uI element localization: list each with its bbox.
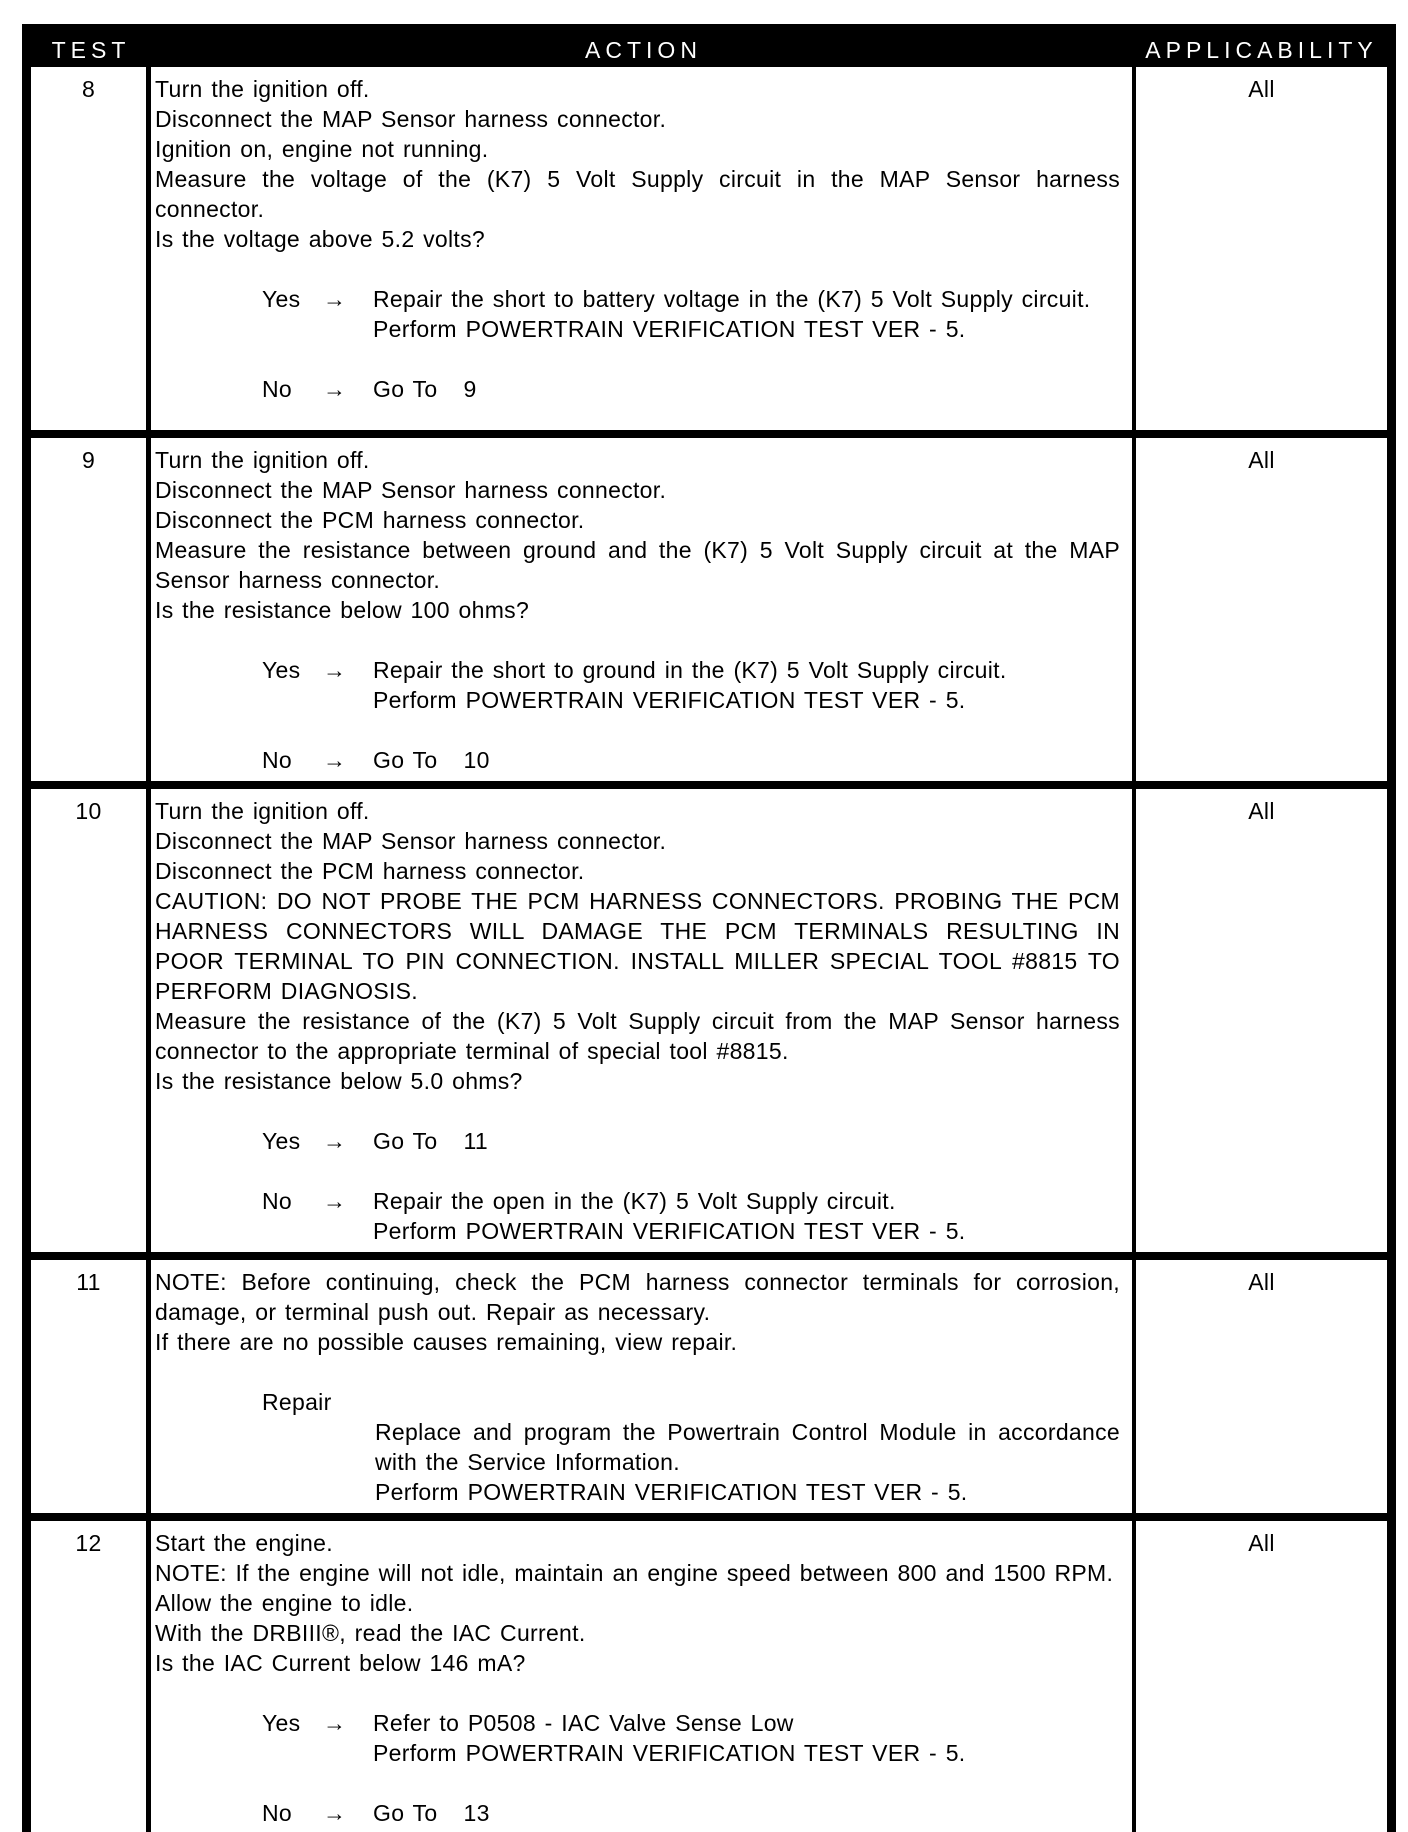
branch-content [373,1126,1120,1156]
step-text: Turn the ignition off. [155,447,370,473]
table-row [31,67,1387,430]
applicability-value: All [1248,76,1275,102]
branch-line: Perform POWERTRAIN VERIFICATION TEST VER - 5. [373,1740,966,1766]
step-text: Turn the ignition off. [155,798,370,824]
branch-arrow-icon: → [323,747,347,773]
action-cell [151,789,1136,1252]
header-test: TEST [51,37,131,63]
test-number: 11 [76,1269,101,1295]
branch-content [373,284,1120,344]
branch-label: Yes [262,1128,301,1154]
branch-line: Perform POWERTRAIN VERIFICATION TEST VER - 5. [373,316,966,342]
table-row [31,430,1387,781]
branch-content [373,1186,1120,1246]
branch [155,655,1120,715]
branch-line: Repair the short to ground in the (K7) 5 Volt Supply circuit. [373,657,1007,683]
branch [155,284,1120,344]
step-text: Is the IAC Current below 146 mA? [155,1650,526,1676]
branch-line: Go To 13 [373,1800,490,1826]
step-text: Is the voltage above 5.2 volts? [155,226,486,252]
branch-arrow-icon: → [323,1188,347,1214]
branch-arrow-icon: → [323,286,347,312]
branch-line: Repair the short to battery voltage in the (K7) 5 Volt Supply circuit. [373,286,1091,312]
branch [155,1126,1120,1156]
step-text: NOTE: If the engine will not idle, maintain an engine speed between 800 and 1500 RPM. [155,1560,1114,1586]
test-cell [31,1260,151,1513]
step-text: Is the resistance below 5.0 ohms? [155,1068,523,1094]
applicability-cell [1136,1521,1387,1832]
applicability-cell [1136,1260,1387,1513]
test-cell [31,1521,151,1832]
branch-line: Perform POWERTRAIN VERIFICATION TEST VER - 5. [373,1218,966,1244]
branch [155,374,1120,404]
branch-content [375,1417,1129,1507]
table-header-row [31,33,1387,67]
step-text: Turn the ignition off. [155,76,370,102]
branch [155,1798,1120,1828]
branch-line: Replace and program the Powertrain Control Module in accordance with the Service Information. [375,1419,1129,1475]
applicability-cell [1136,789,1387,1252]
step-text: Measure the resistance between ground and the (K7) 5 Volt Supply circuit at the MAP Sensor harness connector. [155,537,1120,593]
test-number: 10 [75,798,102,824]
step-text: With the DRBIII®, read the IAC Current. [155,1620,586,1646]
applicability-value: All [1248,1530,1275,1556]
branch-content [373,1708,1120,1768]
branch-arrow-icon: → [323,1800,347,1826]
branch-label: Yes [262,286,301,312]
branch-label: Yes [262,657,301,683]
branch-line: Perform POWERTRAIN VERIFICATION TEST VER - 5. [373,687,966,713]
step-text: Allow the engine to idle. [155,1590,414,1616]
branch-label: Yes [262,1710,301,1736]
applicability-cell [1136,438,1387,781]
applicability-cell [1136,67,1387,430]
table-body [31,67,1387,1832]
step-text: Ignition on, engine not running. [155,136,489,162]
step-text: Start the engine. [155,1530,333,1556]
step-text: Disconnect the MAP Sensor harness connector. [155,828,667,854]
step-text: CAUTION: DO NOT PROBE THE PCM HARNESS CONNECTORS. PROBING THE PCM HARNESS CONNECTORS WILL DAMAGE THE PCM TERMINALS RESULTING IN POOR TERMINAL TO PIN CONNECTION. INSTALL MILLER SPECIAL TOOL #8815 TO PERFORM DIAGNOSIS. [155,888,1120,1004]
header-applicability: APPLICABILITY [1145,37,1378,63]
branch-arrow-icon: → [323,657,347,683]
diagnostic-table [22,24,1396,1832]
branch-label: No [262,376,293,402]
table-row [31,1252,1387,1513]
branch-content [373,374,1120,404]
test-cell [31,67,151,430]
branch-content [373,655,1120,715]
branch-line: Go To 9 [373,376,477,402]
applicability-value: All [1248,798,1275,824]
test-cell [31,438,151,781]
step-text: NOTE: Before continuing, check the PCM harness connector terminals for corrosion, damage, or terminal push out. Repair as necessary. [155,1269,1120,1325]
branch [155,1387,1129,1507]
step-text: Is the resistance below 100 ohms? [155,597,530,623]
test-number: 12 [75,1530,102,1556]
step-text: Disconnect the PCM harness connector. [155,858,585,884]
action-cell [151,67,1136,430]
applicability-value: All [1248,1269,1275,1295]
branch-label: No [262,1800,293,1826]
branch-line: Go To 11 [373,1128,488,1154]
branch-label: Repair [262,1389,332,1415]
branch-label: No [262,1188,293,1214]
action-cell [151,1260,1136,1513]
action-cell [151,438,1136,781]
table-row [31,781,1387,1252]
test-number: 8 [81,76,96,102]
step-text: Measure the resistance of the (K7) 5 Volt Supply circuit from the MAP Sensor harness connector to the appropriate terminal of special tool #8815. [155,1008,1120,1064]
branch [155,745,1120,775]
branch-line: Refer to P0508 - IAC Valve Sense Low [373,1710,794,1736]
branch-line: Repair the open in the (K7) 5 Volt Supply circuit. [373,1188,896,1214]
step-text: Disconnect the PCM harness connector. [155,507,585,533]
action-cell [151,1521,1136,1832]
step-text: Disconnect the MAP Sensor harness connector. [155,477,667,503]
applicability-value: All [1248,447,1275,473]
branch-content [373,745,1120,775]
test-number: 9 [81,447,96,473]
branch-content [373,1798,1120,1828]
branch-arrow-icon: → [323,376,347,402]
branch-line: Perform POWERTRAIN VERIFICATION TEST VER - 5. [375,1479,968,1505]
branch-line: Go To 10 [373,747,490,773]
branch-label: No [262,747,293,773]
step-text: Measure the voltage of the (K7) 5 Volt Supply circuit in the MAP Sensor harness connector. [155,166,1120,222]
step-text: Disconnect the MAP Sensor harness connector. [155,106,667,132]
branch-arrow-icon: → [323,1710,347,1736]
branch [155,1186,1120,1246]
header-action: ACTION [585,37,702,63]
branch [155,1708,1120,1768]
test-cell [31,789,151,1252]
step-text: If there are no possible causes remaining, view repair. [155,1329,738,1355]
table-row [31,1513,1387,1832]
branch-arrow-icon: → [323,1128,347,1154]
